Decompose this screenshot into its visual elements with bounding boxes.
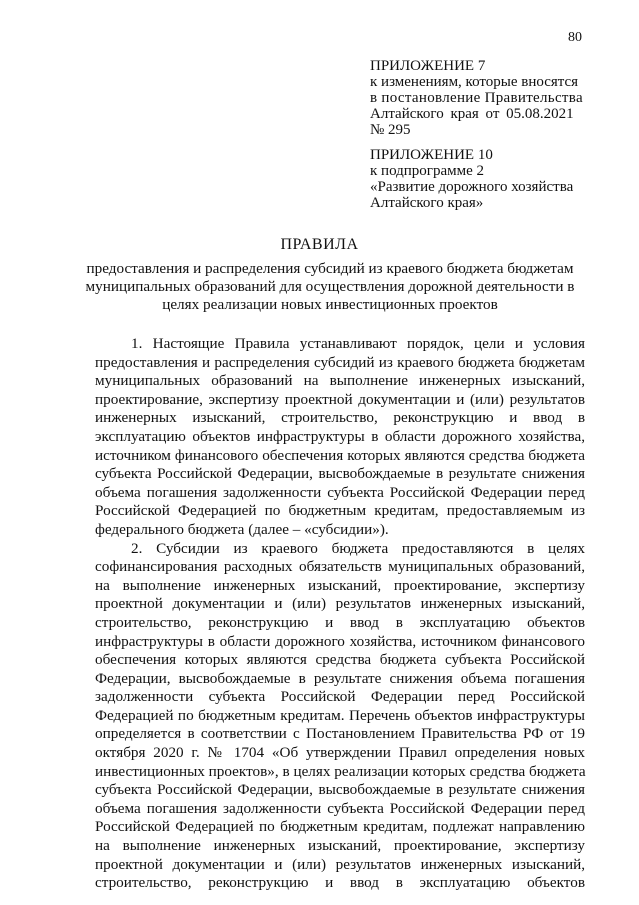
- body-line: инженерных изысканий, строительство, реконструкцию и ввод в: [95, 409, 585, 427]
- page-number: 80: [568, 30, 582, 45]
- subtitle-line: предоставления и распределения субсидий из краевого бюджета бюджетам: [86, 260, 574, 277]
- body-line: эксплуатацию объектов инфраструктуры в области дорожного хозяйства,: [95, 427, 585, 445]
- document-subtitle: [80, 260, 580, 314]
- appendix-10-line: ПРИЛОЖЕНИЕ 10: [370, 147, 493, 163]
- appendix-10-line: «Развитие дорожного хозяйства: [370, 179, 574, 195]
- body-line: Российской Федерацией по бюджетным кредитам, предоставляемым из: [95, 502, 585, 520]
- body-line: на выполнение инженерных изысканий, проектирование, экспертизу: [95, 837, 585, 855]
- body-line: 1. Настоящие Правила устанавливают порядок, цели и условия: [131, 335, 585, 352]
- body-line: Федерацией по бюджетным кредитам. Перечень объектов инфраструктуры: [95, 706, 585, 724]
- body-line: задолженности субъекта Российской Федерации перед Российской: [95, 688, 585, 706]
- body-line: проектной документации и (или) результатов инженерных изысканий,: [95, 855, 585, 873]
- body-line: определяется в соответствии с Постановлением Правительства РФ от 19: [95, 725, 585, 743]
- appendix-10-header: [370, 147, 573, 211]
- appendix-7-header: [370, 58, 583, 138]
- body-line: объема погашения задолженности субъекта Российской Федерации перед: [95, 483, 585, 501]
- appendix-10-line: к подпрограмме 2: [370, 163, 484, 179]
- appendix-7-line: в постановление Правительства: [370, 90, 583, 106]
- body-line: предоставления и распределения субсидий из краевого бюджета бюджетам: [95, 353, 585, 371]
- body-line: источником финансового обеспечения которых являются средства бюджета: [95, 446, 585, 464]
- body-line: инфраструктуры в области дорожного хозяйства, источником финансового: [95, 632, 585, 650]
- body-line: субъекта Российской Федерации, высвобождаемые в результате снижения: [95, 781, 585, 799]
- body-line: на выполнение инженерных изысканий, проектирование, экспертизу: [95, 576, 585, 594]
- appendix-7-line: к изменениям, которые вносятся: [370, 74, 579, 90]
- appendix-7-line: Алтайского края от 05.08.2021: [370, 106, 574, 122]
- appendix-10-line: Алтайского края»: [370, 195, 484, 211]
- body-line: строительство, реконструкцию и ввод в эксплуатацию объектов: [95, 874, 585, 892]
- subtitle-line: муниципальных образований для осуществления дорожной деятельности в: [85, 278, 575, 295]
- body-line: октября 2020 г. № 1704 «Об утверждении Правил определения новых: [95, 744, 585, 762]
- body-line: субъекта Российской Федерации, высвобождаемые в результате снижения: [95, 465, 585, 483]
- body-line: Федерации, высвобождаемые в результате снижения объема погашения: [95, 669, 585, 687]
- body-line: софинансирования расходных обязательств муниципальных образований,: [95, 558, 585, 576]
- appendix-7-line: № 295: [370, 122, 411, 138]
- body-line: проектной документации и (или) результатов инженерных изысканий,: [95, 595, 585, 613]
- body-line: инвестиционных проектов», в целях реализации которых средства бюджета: [95, 762, 586, 780]
- appendix-7-line: ПРИЛОЖЕНИЕ 7: [370, 58, 486, 74]
- document-title: ПРАВИЛА: [280, 236, 359, 253]
- body-line: Российской Федерацией по бюджетным кредитам, подлежат направлению: [95, 818, 585, 836]
- body-line: проектирование, экспертизу проектной документации и (или) результатов: [95, 390, 585, 408]
- body-line: обеспечения которых являются средства бюджета субъекта Российской: [95, 651, 585, 669]
- document-body: [95, 335, 585, 893]
- body-line: строительство, реконструкцию и ввод в эксплуатацию объектов: [95, 613, 585, 631]
- body-line: объема погашения задолженности субъекта Российской Федерации перед: [95, 799, 585, 817]
- subtitle-line: целях реализации новых инвестиционных проектов: [162, 296, 498, 313]
- body-line: федерального бюджета (далее – «субсидии»).: [95, 520, 389, 538]
- body-line: муниципальных образований на выполнение инженерных изысканий,: [95, 372, 585, 390]
- body-line: 2. Субсидии из краевого бюджета предоставляются в целях: [131, 539, 585, 557]
